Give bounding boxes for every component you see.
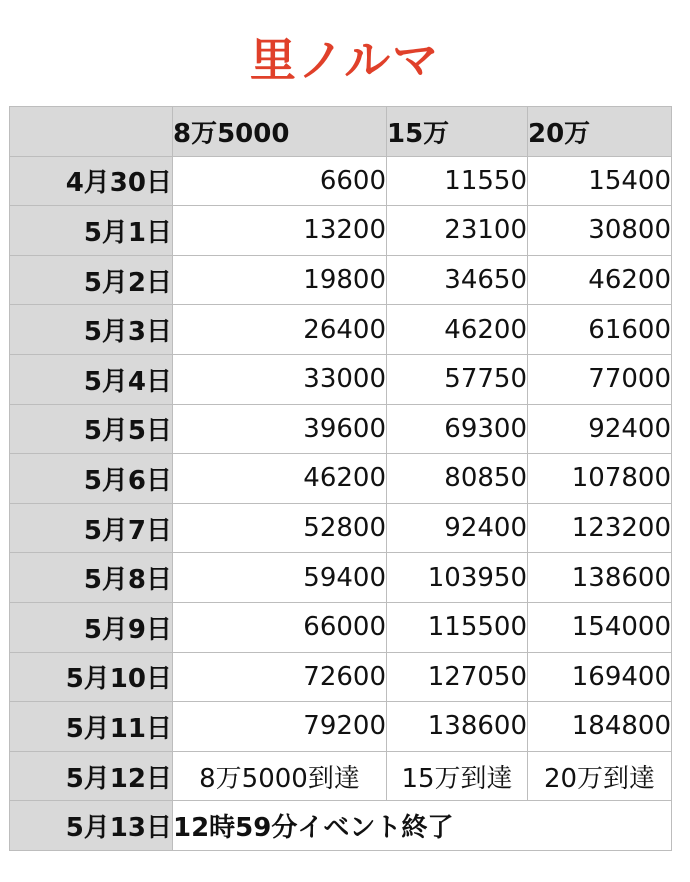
value-cell: 52800	[173, 503, 387, 553]
value-cell: 61600	[528, 305, 672, 355]
reached-cell-200k: 20万到達	[528, 751, 672, 801]
value-cell: 26400	[173, 305, 387, 355]
table-row	[10, 305, 672, 355]
value-cell: 107800	[528, 454, 672, 504]
value-cell: 30800	[528, 206, 672, 256]
value-cell: 127050	[387, 652, 528, 702]
table-row	[10, 702, 672, 752]
value-cell: 57750	[387, 354, 528, 404]
page-title: 里ノルマ	[249, 33, 441, 87]
value-cell: 39600	[173, 404, 387, 454]
column-header-150k: 15万	[387, 107, 528, 157]
header-corner	[10, 107, 173, 157]
table-row	[10, 602, 672, 652]
value-cell: 59400	[173, 553, 387, 603]
reached-row	[10, 751, 672, 801]
value-cell: 13200	[173, 206, 387, 256]
table-row	[10, 503, 672, 553]
value-cell: 169400	[528, 652, 672, 702]
value-cell: 72600	[173, 652, 387, 702]
value-cell: 138600	[528, 553, 672, 603]
row-date: 5月9日	[10, 602, 173, 652]
row-date: 5月2日	[10, 255, 173, 305]
header-row	[10, 107, 672, 157]
end-row	[10, 801, 672, 851]
reached-cell-150k: 15万到達	[387, 751, 528, 801]
row-date: 5月4日	[10, 354, 173, 404]
value-cell: 79200	[173, 702, 387, 752]
value-cell: 92400	[387, 503, 528, 553]
table-row	[10, 206, 672, 256]
column-header-85k: 8万5000	[173, 107, 387, 157]
value-cell: 66000	[173, 602, 387, 652]
event-end-note: 12時59分イベント終了	[173, 801, 672, 851]
table-row	[10, 255, 672, 305]
row-date: 4月30日	[10, 156, 173, 206]
value-cell: 46200	[173, 454, 387, 504]
value-cell: 11550	[387, 156, 528, 206]
row-date: 5月13日	[10, 801, 173, 851]
row-date: 5月1日	[10, 206, 173, 256]
value-cell: 46200	[387, 305, 528, 355]
table-row	[10, 652, 672, 702]
row-date: 5月8日	[10, 553, 173, 603]
value-cell: 19800	[173, 255, 387, 305]
value-cell: 123200	[528, 503, 672, 553]
value-cell: 103950	[387, 553, 528, 603]
value-cell: 6600	[173, 156, 387, 206]
table-row	[10, 354, 672, 404]
value-cell: 115500	[387, 602, 528, 652]
value-cell: 154000	[528, 602, 672, 652]
value-cell: 77000	[528, 354, 672, 404]
row-date: 5月12日	[10, 751, 173, 801]
reached-cell-85k: 8万5000到達	[173, 751, 387, 801]
value-cell: 23100	[387, 206, 528, 256]
row-date: 5月3日	[10, 305, 173, 355]
table-row	[10, 156, 672, 206]
value-cell: 138600	[387, 702, 528, 752]
value-cell: 80850	[387, 454, 528, 504]
row-date: 5月10日	[10, 652, 173, 702]
row-date: 5月5日	[10, 404, 173, 454]
column-header-200k: 20万	[528, 107, 672, 157]
value-cell: 184800	[528, 702, 672, 752]
row-date: 5月6日	[10, 454, 173, 504]
value-cell: 34650	[387, 255, 528, 305]
row-date: 5月7日	[10, 503, 173, 553]
table-row	[10, 454, 672, 504]
value-cell: 46200	[528, 255, 672, 305]
value-cell: 92400	[528, 404, 672, 454]
row-date: 5月11日	[10, 702, 173, 752]
value-cell: 33000	[173, 354, 387, 404]
value-cell: 15400	[528, 156, 672, 206]
table-row	[10, 553, 672, 603]
quota-table	[9, 106, 672, 851]
table-row	[10, 404, 672, 454]
value-cell: 69300	[387, 404, 528, 454]
